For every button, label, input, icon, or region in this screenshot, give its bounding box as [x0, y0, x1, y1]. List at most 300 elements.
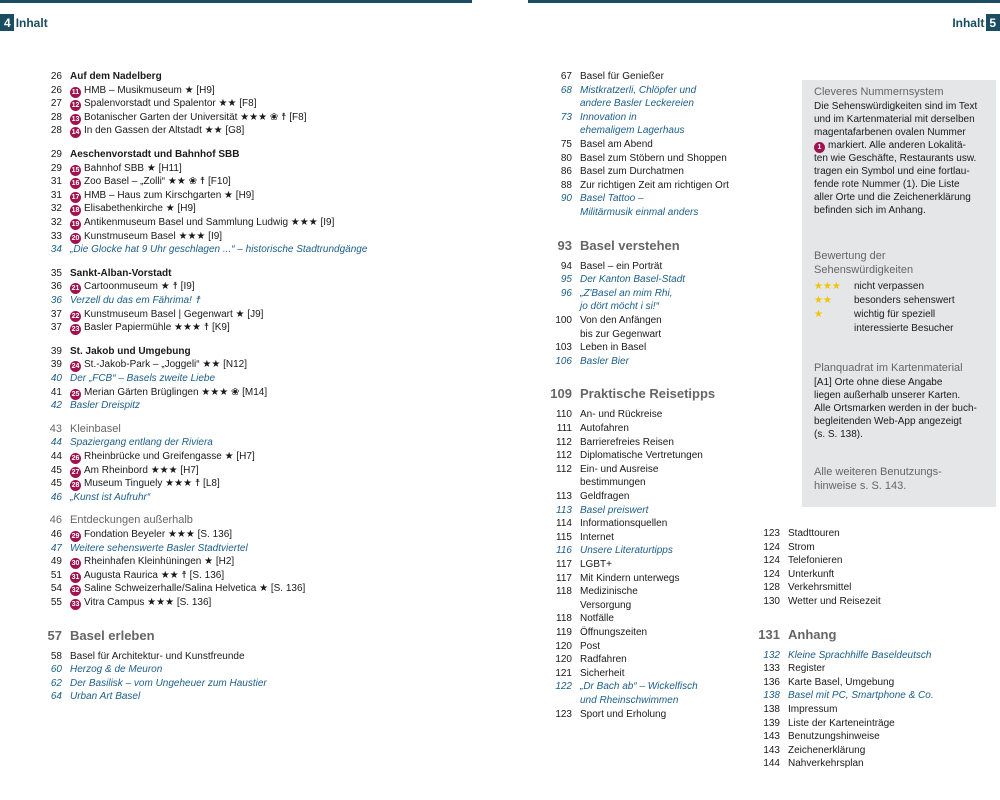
entry-title	[788, 554, 842, 567]
entry-text: Merian Gärten Brüglingen ★★★ ❀ [M14]	[84, 386, 268, 398]
entry-title	[788, 568, 834, 581]
nummern-line: befinden sich im Anhang.	[814, 205, 926, 216]
entry-text: Karte Basel, Umgebung	[788, 676, 895, 688]
page-number: 111	[556, 423, 572, 434]
entry-title	[580, 680, 698, 693]
legend-text: besonders sehenswert	[854, 295, 955, 306]
entry-title	[70, 175, 231, 189]
page-number: 27	[50, 98, 62, 110]
entry-title	[580, 328, 661, 341]
sight-number-badge: 20	[71, 234, 80, 242]
page-number: 31	[50, 189, 62, 201]
entry-text: Vitra Campus ★★★ [S. 136]	[84, 597, 212, 608]
page-number: 37	[50, 308, 62, 320]
entry-text: Basel für Architektur- und Kunstfreunde	[70, 650, 245, 662]
entry-text: Cartoonmuseum ★ ☨ [I9]	[84, 281, 195, 293]
entry-text: In den Gassen der Altstadt ★★ [G8]	[84, 125, 245, 137]
sight-number-badge: 21	[71, 285, 80, 293]
entry-title	[70, 386, 267, 400]
plan-line: Alle Ortsmarken werden in der buch-	[814, 403, 977, 414]
entry-text: Verzell du das em Fährima! ☨	[70, 295, 201, 306]
entry-text: Basel am Abend	[580, 139, 653, 150]
entry-title	[70, 345, 191, 358]
page-number: 67	[560, 71, 572, 82]
entry-text: Museum Tinguely ★★★ ☨ [L8]	[84, 478, 220, 490]
entry-title	[580, 84, 696, 97]
entry-text: Geldfragen	[580, 491, 630, 502]
page-number: 44	[50, 437, 62, 449]
page-number: 130	[763, 596, 780, 607]
sight-number-badge: 23	[71, 326, 80, 334]
page-number: 112	[556, 463, 572, 475]
entry-title	[580, 192, 644, 205]
page-number: 128	[763, 582, 780, 594]
page-number: 49	[50, 556, 62, 568]
entry-title	[580, 97, 694, 110]
sight-number-badge: 14	[71, 129, 80, 137]
page-number: 64	[50, 691, 62, 703]
entry-title	[580, 558, 612, 571]
entry-title	[70, 399, 140, 412]
entry-text: andere Basler Leckereien	[580, 98, 694, 110]
sight-number-badge: 29	[71, 533, 80, 540]
page-number: 55	[50, 597, 62, 608]
entry-text: Basel mit PC, Smartphone & Co.	[788, 690, 934, 702]
entry-text: Autofahren	[580, 423, 629, 434]
page-number: 118	[556, 586, 572, 598]
entry-text: Sankt-Alban-Vorstadt	[70, 267, 172, 279]
page-number: 68	[560, 84, 572, 96]
entry-text: Antikenmuseum Basel und Sammlung Ludwig ★★★ [I9]	[84, 217, 335, 228]
entry-title	[70, 162, 182, 176]
entry-text: Basler Bier	[580, 355, 629, 367]
page-number: 112	[556, 450, 572, 462]
entry-text: Kunstmuseum Basel | Gegenwart ★ [J9]	[84, 308, 264, 320]
entry-text: Der „FCB“ – Basels zweite Liebe	[70, 373, 216, 384]
entry-text: Impressum	[788, 704, 838, 715]
entry-text: Leben in Basel	[580, 342, 647, 354]
page-number: 117	[556, 572, 572, 584]
entry-title	[70, 111, 306, 125]
entry-title	[580, 626, 647, 639]
entry-title	[580, 260, 662, 273]
page-number: 96	[560, 287, 572, 299]
entry-title	[788, 662, 825, 675]
legend-row	[814, 322, 954, 335]
plan-line: begleitenden Web-App angezeigt	[814, 416, 962, 427]
entry-text: Militärmusik einmal anders	[580, 207, 699, 218]
page-number: 121	[555, 667, 572, 679]
entry-text: Mistkratzerli, Chlöpfer und	[580, 84, 697, 96]
entry-title	[70, 148, 239, 161]
entry-title	[70, 124, 244, 138]
entry-title	[580, 165, 684, 178]
entry-title	[580, 287, 673, 300]
marker-badge: 1	[814, 142, 825, 153]
entry-text: „Kunst ist Aufruhr“	[70, 491, 151, 503]
entry-text: bis zur Gegenwart	[580, 328, 662, 340]
entry-text: Weitere sehenswerte Basler Stadtviertel	[70, 542, 248, 554]
star-icon: ★★★	[814, 281, 841, 292]
page-number: 95	[560, 274, 572, 286]
page-number: 115	[556, 531, 572, 543]
entry-title	[580, 667, 624, 680]
page-number: 42	[50, 400, 62, 412]
entry-title	[580, 517, 667, 530]
entry-text: jo dört möcht i si!“	[580, 301, 659, 313]
entry-text: Radfahren	[580, 654, 627, 666]
entry-title	[788, 703, 837, 716]
entry-title	[580, 355, 629, 368]
entry-text: Barrierefreies Reisen	[580, 436, 674, 448]
sight-number-badge: 18	[71, 207, 80, 215]
page-number: 143	[763, 744, 780, 756]
page-number: 36	[50, 281, 62, 293]
page-number: 26	[50, 71, 62, 82]
page-number: 35	[50, 267, 62, 279]
page-number: 124	[763, 568, 780, 580]
right-title-text: Inhalt	[952, 16, 985, 30]
page-number: 39	[50, 345, 62, 357]
page-number: 73	[560, 111, 572, 123]
entry-title	[70, 628, 155, 643]
plan-line: [A1] Orte ohne diese Angabe	[814, 377, 943, 388]
sight-number-badge: 13	[71, 115, 80, 123]
entry-title	[70, 677, 267, 690]
entry-title	[788, 595, 881, 608]
entry-title	[580, 504, 648, 517]
entry-text: Basel – ein Porträt	[580, 260, 663, 272]
page-number: 40	[50, 373, 62, 384]
entry-text: Fondation Beyeler ★★★ [S. 136]	[84, 529, 233, 540]
entry-title	[580, 152, 727, 165]
entry-text: Wetter und Reisezeit	[788, 596, 881, 607]
bewertung-title: Sehenswürdigkeiten	[814, 264, 914, 276]
nummern-line: ten wie Geschäfte, Restaurants usw.	[814, 153, 977, 164]
page-number: 136	[763, 676, 780, 688]
entry-title	[580, 449, 703, 462]
entry-title	[580, 386, 715, 401]
entry-text: Basel für Genießer	[580, 71, 664, 82]
entry-title	[580, 612, 614, 625]
entry-title	[580, 476, 646, 489]
entry-text: Spalenvorstadt und Spalentor ★★ [F8]	[84, 98, 257, 110]
page-number: 103	[555, 342, 572, 354]
entry-text: Basel erleben	[70, 627, 155, 643]
entry-text: Informationsquellen	[580, 518, 668, 530]
entry-text: Kleine Sprachhilfe Baseldeutsch	[788, 649, 932, 661]
entry-title	[70, 555, 234, 569]
entry-title	[580, 463, 658, 476]
entry-title	[580, 124, 685, 137]
entry-title	[580, 585, 638, 598]
sight-number-badge: 30	[71, 560, 80, 568]
entry-text: Der Kanton Basel-Stadt	[580, 274, 686, 286]
entry-text: Verkehrsmittel	[788, 582, 852, 594]
entry-text: Telefonieren	[788, 555, 843, 567]
entry-title	[70, 230, 222, 244]
entry-text: bestimmungen	[580, 477, 646, 489]
entry-text: Saline Schweizerhalle/Salina Helvetica ★ [S. 136]	[84, 583, 306, 595]
entry-text: Zeichenerklärung	[788, 744, 866, 756]
page-number: 60	[50, 664, 62, 676]
entry-title	[70, 464, 199, 478]
entry-text: Botanischer Garten der Universität ★★★ ❀ ☨ [F8]	[84, 111, 307, 123]
page-number: 29	[50, 162, 62, 174]
entry-title	[70, 189, 254, 203]
entry-title	[70, 294, 200, 307]
nummern-title: Cleveres Nummernsystem	[814, 86, 944, 98]
entry-title	[70, 690, 140, 703]
page-number: 133	[763, 663, 780, 675]
page-number: 124	[763, 541, 780, 553]
page-number: 119	[556, 627, 572, 638]
entry-text: Rheinhafen Kleinhüningen ★ [H2]	[84, 556, 235, 568]
entry-title	[580, 708, 666, 721]
page-number: 144	[763, 758, 780, 770]
entry-text: Innovation in	[580, 111, 637, 123]
page-number: 138	[763, 704, 780, 715]
page-number: 118	[556, 613, 572, 625]
page-number: 117	[556, 559, 572, 570]
entry-text: Bahnhof SBB ★ [H11]	[84, 162, 182, 174]
entry-text: Stadttouren	[788, 528, 840, 539]
entry-title	[580, 300, 659, 313]
weitere-hinweise: hinweise s. S. 143.	[814, 480, 907, 492]
page-number: 113	[556, 504, 572, 516]
page-number: 123	[763, 528, 780, 539]
page-number: 36	[50, 295, 62, 306]
entry-title	[788, 581, 851, 594]
page-number: 116	[556, 545, 572, 557]
plan-title: Planquadrat im Kartenmaterial	[814, 362, 963, 374]
page-number: 93	[557, 237, 572, 253]
page-number: 131	[758, 626, 780, 642]
page-number: 44	[50, 451, 62, 462]
page-number: 75	[560, 139, 572, 150]
entry-text: Basel preiswert	[580, 504, 649, 516]
nummern-line: markiert. Alle anderen Lokalitä-	[828, 140, 966, 151]
star-icon: ★★	[814, 295, 832, 306]
entry-title	[580, 599, 631, 612]
entry-text: Benutzungshinweise	[788, 731, 880, 743]
entry-title	[788, 649, 931, 662]
entry-title	[70, 582, 305, 596]
page-number: 124	[763, 555, 780, 567]
sight-number-badge: 32	[71, 587, 80, 595]
entry-title	[70, 202, 196, 216]
sight-number-badge: 25	[71, 390, 80, 398]
entry-title	[580, 653, 627, 666]
entry-text: Basler Papiermühle ★★★ ☨ [K9]	[84, 322, 230, 334]
page-number: 106	[555, 355, 572, 367]
page-number: 122	[555, 681, 572, 693]
entry-text: Strom	[788, 541, 815, 553]
left-title-text: Inhalt	[15, 16, 48, 30]
entry-title	[580, 408, 662, 421]
entry-text: Sicherheit	[580, 667, 625, 679]
page-number: 100	[555, 315, 572, 326]
page-number: 88	[560, 179, 572, 191]
sight-number-badge: 27	[71, 468, 80, 476]
page-number: 138	[763, 690, 780, 702]
nummern-line: tragen ein Symbol und eine fortlau-	[814, 166, 970, 177]
sight-number-badge: 28	[71, 482, 80, 490]
page-number-right: 5	[986, 14, 1000, 31]
entry-title	[580, 572, 680, 585]
entry-title	[580, 544, 673, 557]
page-number: 112	[556, 436, 572, 448]
entry-title	[788, 527, 840, 540]
legend-row	[814, 280, 924, 293]
entry-text: Sport und Erholung	[580, 708, 667, 720]
page-number: 28	[50, 111, 62, 123]
entry-title	[580, 70, 664, 83]
entry-text: Herzog & de Meuron	[70, 664, 163, 676]
page-number: 39	[50, 359, 62, 371]
page-number: 120	[555, 640, 572, 652]
entry-title	[70, 477, 220, 491]
entry-text: „Dr Bach ab“ – Wickelfisch	[580, 681, 698, 693]
sight-number-badge: 17	[71, 193, 80, 201]
legend-text: nicht verpassen	[854, 281, 925, 292]
page-number: 46	[50, 491, 62, 503]
entry-text: Auf dem Nadelberg	[70, 71, 162, 82]
entry-title	[70, 491, 150, 504]
entry-text: Unterkunft	[788, 568, 835, 580]
page-number: 143	[763, 731, 780, 743]
sight-number-badge: 33	[71, 601, 80, 608]
entry-text: Entdeckungen außerhalb	[70, 514, 193, 527]
nummern-line: fende rote Nummer (1). Die Liste	[814, 179, 960, 190]
nummern-line: aller Orte und die Zeichenerklärung	[814, 192, 971, 203]
entry-title	[580, 490, 629, 503]
entry-text: Mit Kindern unterwegs	[580, 572, 680, 584]
entry-title	[788, 717, 895, 730]
page-number: 32	[50, 217, 62, 228]
legend-row	[814, 308, 935, 321]
page-number: 51	[50, 569, 62, 581]
entry-title	[70, 84, 215, 98]
page-number: 120	[555, 654, 572, 666]
entry-title	[70, 97, 256, 111]
entry-title	[788, 627, 836, 642]
sight-number-badge: 15	[71, 166, 80, 174]
sight-number-badge: 31	[71, 573, 80, 581]
entry-text: Nahverkehrsplan	[788, 758, 864, 770]
entry-text: Basel verstehen	[580, 237, 680, 253]
entry-text: Diplomatische Vertretungen	[580, 450, 703, 462]
entry-text: St.-Jakob-Park – „Joggeli“ ★★ [N12]	[84, 359, 247, 371]
page-number: 57	[47, 627, 62, 643]
page-number-left: 4	[0, 14, 14, 31]
sight-number-badge: 24	[71, 363, 80, 371]
entry-text: Versorgung	[580, 599, 632, 611]
entry-text: und Rheinschwimmen	[580, 695, 679, 706]
nummern-line: und im Kartenmaterial mit derselben	[814, 114, 975, 125]
entry-text: Basel zum Durchatmen	[580, 166, 684, 178]
legend-row	[814, 294, 955, 307]
entry-title	[580, 422, 629, 435]
entry-title	[70, 308, 263, 322]
page-number: 94	[560, 260, 572, 272]
page-number: 33	[50, 230, 62, 242]
entry-text: Öffnungszeiten	[580, 627, 648, 638]
entry-title	[70, 280, 195, 294]
entry-title	[70, 267, 172, 280]
entry-text: Post	[580, 640, 601, 652]
page-number: 109	[550, 386, 572, 402]
entry-title	[70, 542, 248, 555]
entry-text: Ein- und Ausreise	[580, 463, 659, 475]
entry-title	[580, 436, 674, 449]
star-icon: ★	[814, 309, 823, 320]
page-number: 113	[556, 491, 572, 502]
page-number: 37	[50, 322, 62, 334]
page-number: 80	[560, 152, 572, 164]
entry-text: Augusta Raurica ★★ ☨ [S. 136]	[84, 569, 225, 581]
entry-title	[788, 757, 864, 770]
page-number: 54	[50, 583, 62, 595]
page-number: 34	[50, 244, 62, 256]
plan-line: liegen außerhalb unserer Karten.	[814, 390, 961, 401]
entry-title	[580, 640, 600, 653]
entry-text: Unsere Literaturtipps	[580, 545, 673, 557]
sight-number-badge: 19	[71, 221, 80, 228]
entry-text: Basel zum Stöbern und Shoppen	[580, 152, 727, 164]
entry-title	[788, 541, 815, 554]
page-number: 32	[50, 203, 62, 215]
page-number: 86	[560, 166, 572, 178]
entry-text: Aeschenvorstadt und Bahnhof SBB	[70, 149, 240, 160]
entry-text: Elisabethenkirche ★ [H9]	[84, 203, 196, 215]
entry-title	[580, 314, 662, 327]
entry-text: Anhang	[788, 626, 837, 642]
entry-title	[70, 423, 121, 436]
entry-title	[580, 111, 637, 124]
page-number: 26	[50, 84, 62, 96]
page-number: 62	[50, 677, 62, 689]
entry-text: Urban Art Basel	[70, 691, 141, 703]
bewertung-title: Bewertung der	[814, 250, 886, 262]
page-number: 43	[49, 422, 62, 435]
entry-title	[580, 531, 614, 544]
entry-title	[70, 321, 230, 335]
entry-text: Am Rheinbord ★★★ [H7]	[84, 464, 199, 476]
page-number: 58	[50, 650, 62, 662]
entry-text: Liste der Karteneinträge	[788, 717, 895, 729]
page-number: 41	[50, 386, 62, 398]
page-number: 46	[50, 529, 62, 540]
info-sidebox	[802, 80, 996, 507]
entry-title	[70, 596, 211, 610]
entry-title	[788, 689, 934, 702]
entry-text: „Die Glocke hat 9 Uhr geschlagen ...“ – historische Stadtrundgänge	[70, 244, 368, 256]
plan-line: (s. S. 138).	[814, 429, 863, 440]
entry-text: Spaziergang entlang der Riviera	[70, 437, 213, 449]
legend-text: wichtig für speziell	[854, 309, 936, 320]
entry-title	[70, 450, 255, 464]
entry-title	[580, 179, 729, 192]
entry-title	[788, 676, 894, 689]
page-number: 46	[49, 514, 62, 527]
entry-title	[580, 273, 685, 286]
entry-title	[70, 358, 247, 372]
nummern-line: magentafarbenen ovalen Nummer	[814, 127, 966, 138]
entry-text: LGBT+	[580, 559, 612, 570]
page-number: 110	[556, 409, 572, 421]
entry-title	[580, 341, 646, 354]
